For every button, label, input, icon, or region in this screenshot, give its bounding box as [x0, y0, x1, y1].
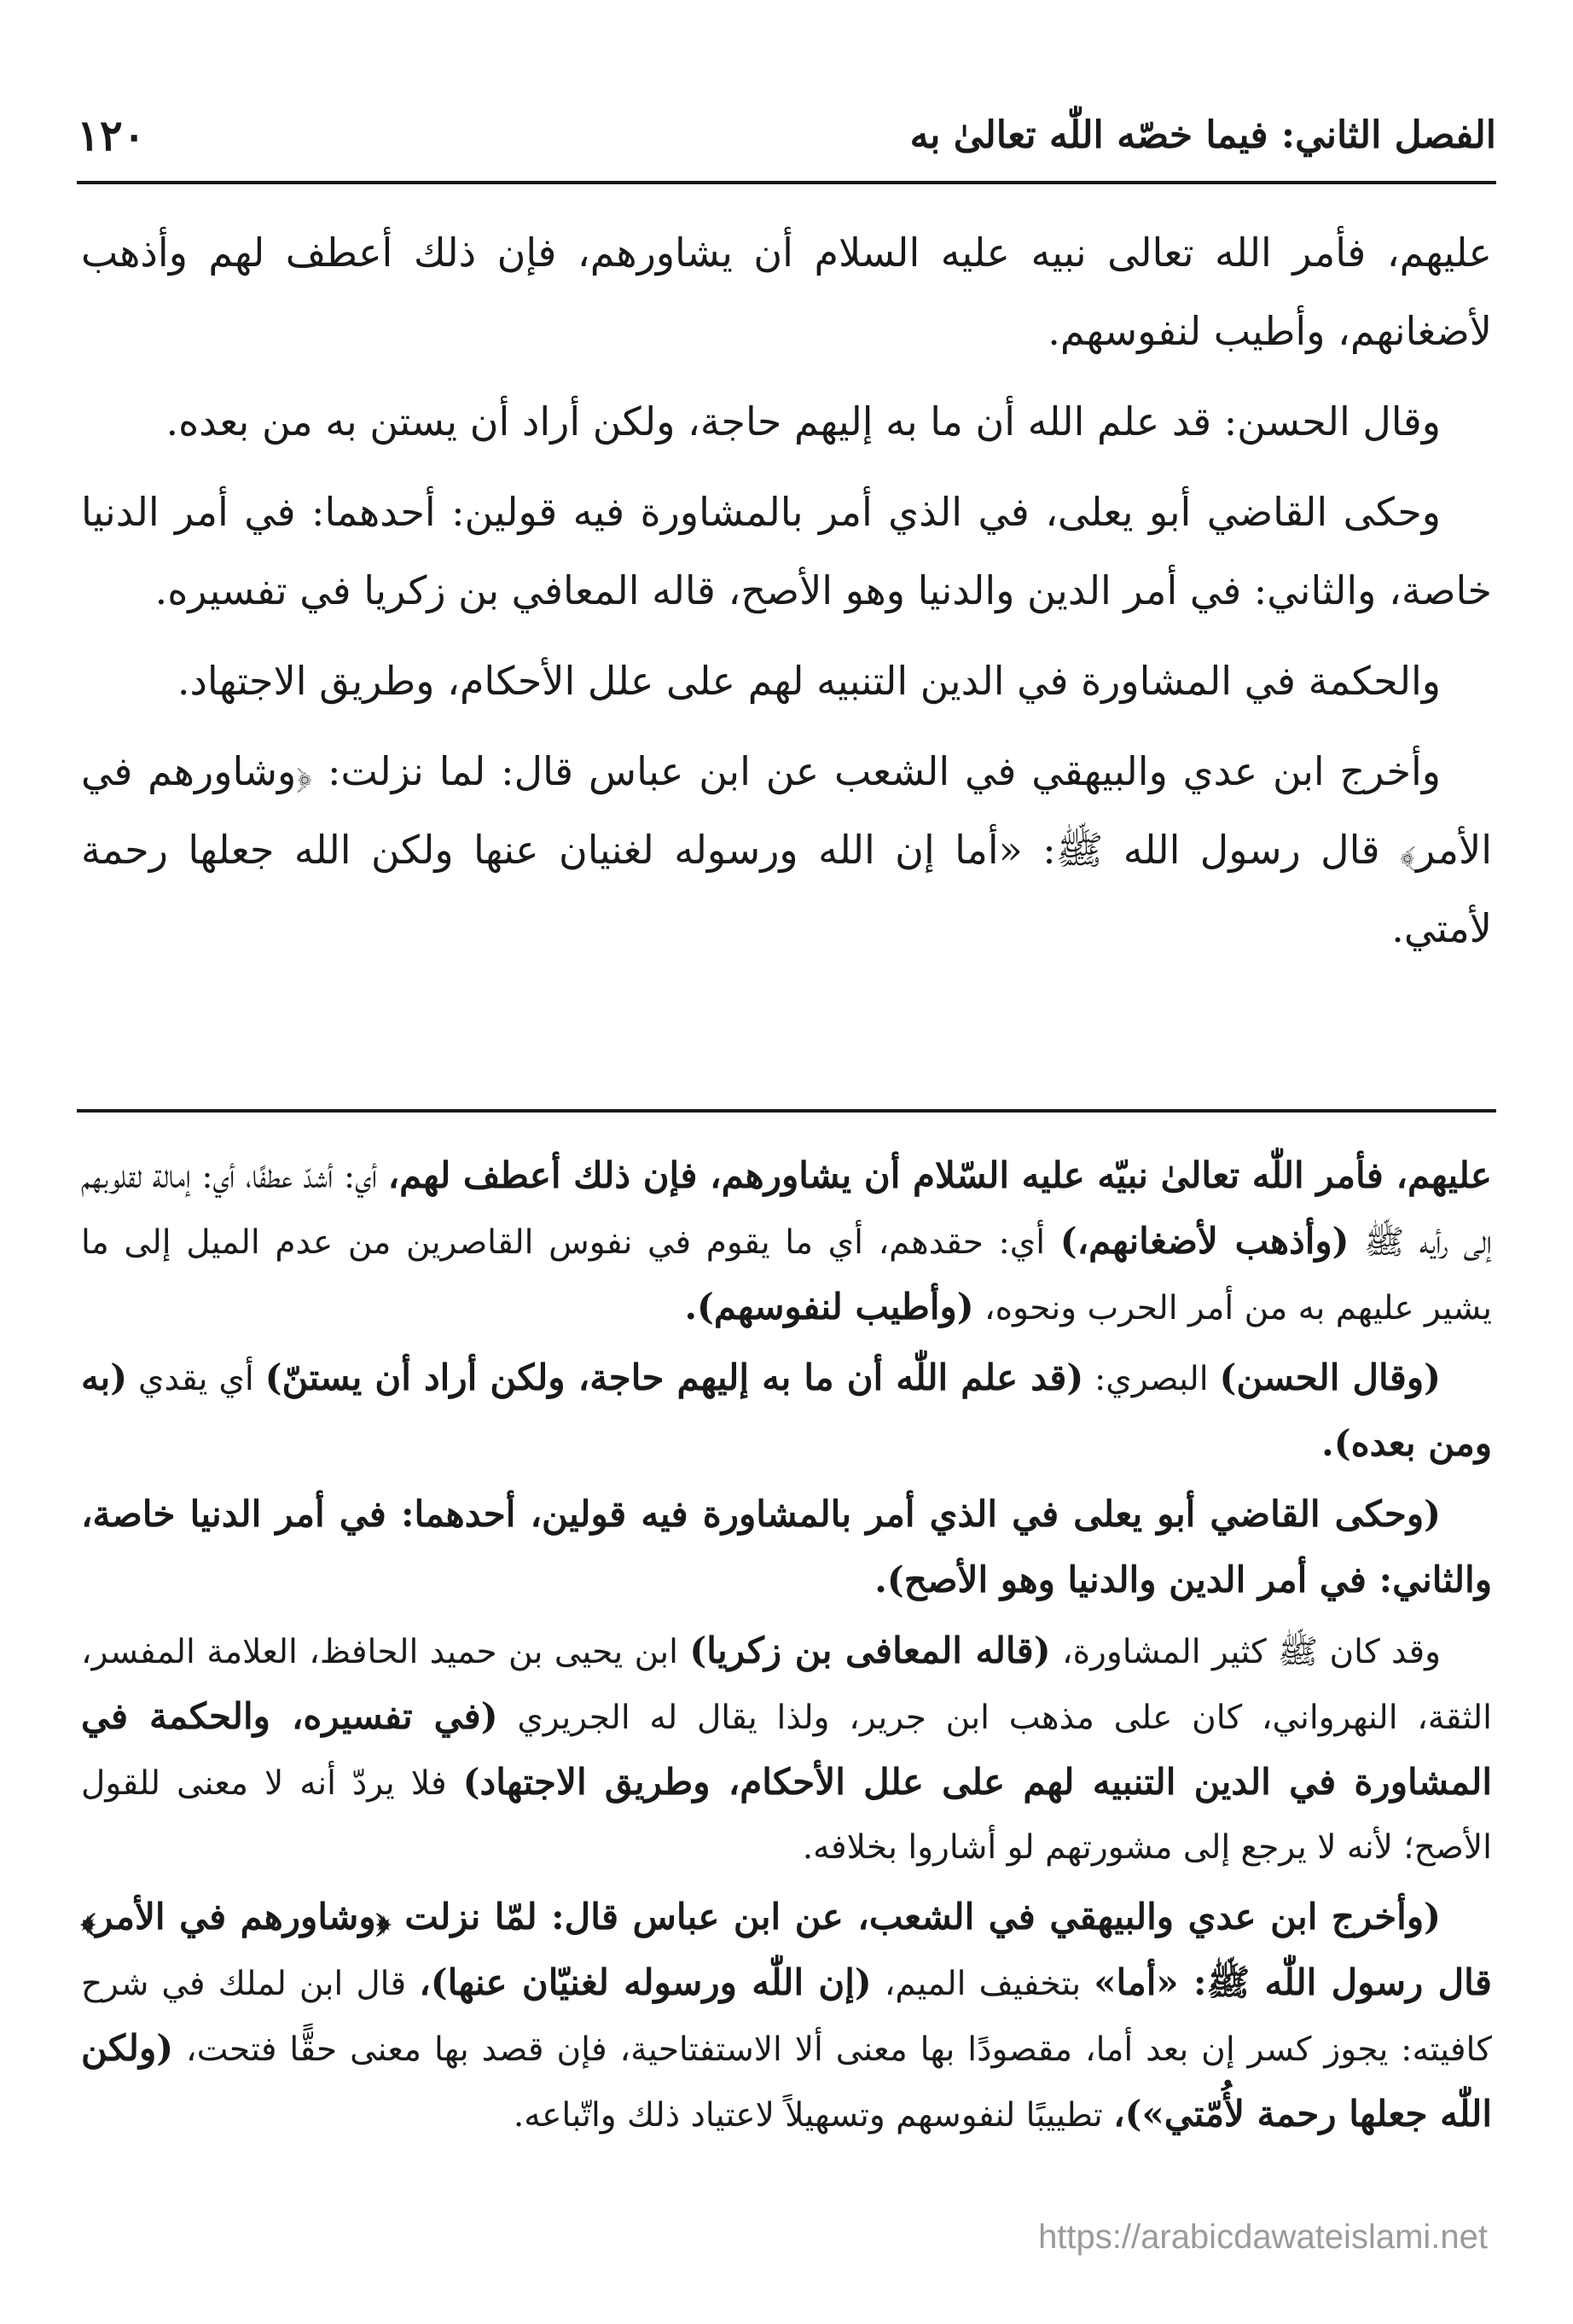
main-paragraph: وحكى القاضي أبو يعلى، في الذي أمر بالمشاورة فيه قولين: أحدهما: في أمر الدنيا خاصة، والثاني: في أمر الدين والدنيا وهو الأصح، قاله المعافي بن زكريا في تفسيره. — [81, 489, 1492, 613]
gloss-text: وقد كان ﷺ كثير المشاورة، — [1062, 1633, 1441, 1671]
header-rule — [77, 181, 1496, 184]
page-number: ١٢٠ — [77, 109, 146, 160]
commentary-paragraph — [81, 1885, 1492, 2147]
gloss-text: أي: أشدّ عطفًا، أي: إمالة لقلوبهم إلى رأيه ﷺ — [81, 1158, 1492, 1262]
quoted-text: (وأخرج ابن عدي والبيهقي في الشعب، عن ابن عباس قال: لمّا نزلت ﴿وشاورهم في الأمر﴾ قال رسول اللّٰه ﷺ: «أما» — [81, 1896, 1492, 2003]
quoted-text: عليهم، فأمر اللّٰه تعالىٰ نبيّه عليه السّلام أن يشاورهم، فإن ذلك أعطف لهم، — [387, 1154, 1492, 1196]
quoted-text: (قد علم اللّٰه أن ما به إليهم حاجة، ولكن أراد أن يستنّ) — [264, 1357, 1084, 1398]
quoted-text: (إن اللّٰه ورسوله لغنيّان عنها)، — [419, 1961, 872, 2003]
commentary-paragraph — [81, 1482, 1492, 1613]
commentary-paragraph — [81, 1143, 1492, 1340]
gloss-text: قال ابن لملك في شرح كافيته: يجوز كسر إن بعد أما، مقصودًا بها معنى ألا الاستفتاحية، فإن قصد بها معنى حقًّا فتحت، — [81, 1965, 1492, 2069]
quoted-text: (وقال الحسن) — [1219, 1357, 1441, 1398]
main-paragraph: عليهم، فأمر الله تعالى نبيه عليه السلام أن يشاورهم، فإن ذلك أعطف لهم وأذهب لأضغانهم، وأطيب لنفوسهم. — [81, 229, 1492, 354]
main-paragraph: وأخرج ابن عدي والبيهقي في الشعب عن ابن عباس قال: لما نزلت: ﴿وشاورهم في الأمر﴾ قال رسول الله ﷺ: «أما إن الله ورسوله لغنيان عنها ولكن الله جعلها رحمة لأمتي. — [81, 748, 1492, 951]
commentary-text — [81, 1143, 1492, 2153]
chapter-title: الفصل الثاني: فيما خصّه اللّٰه تعالىٰ به — [909, 113, 1496, 157]
quoted-text: (وحكى القاضي أبو يعلى في الذي أمر بالمشاورة فيه قولين، أحدهما: في أمر الدنيا خاصة، والثاني: في أمر الدين والدنيا وهو الأصح). — [81, 1493, 1492, 1601]
quoted-text: (به ومن بعده). — [81, 1357, 1492, 1464]
gloss-text: البصري: — [1094, 1360, 1209, 1398]
commentary-paragraph — [81, 1345, 1492, 1477]
gloss-text: أي يقدي — [137, 1360, 254, 1398]
gloss-text: أي: حقدهم، أي ما يقوم في نفوس القاصرين من عدم الميل إلى ما يشير عليهم به من أمر الحرب ونحوه، — [81, 1223, 1492, 1328]
running-header — [77, 101, 1496, 169]
commentary-separator — [77, 1109, 1496, 1113]
quoted-text: (وأذهب لأضغانهم،) — [1059, 1220, 1350, 1262]
watermark-url: https://arabicdawateislami.net — [1038, 2218, 1488, 2256]
quoted-text: (قاله المعافى بن زكريا) — [689, 1630, 1051, 1671]
quoted-text: (في تفسيره، والحكمة في المشاورة في الدين التنبيه لهم على علل الأحكام، وطريق الاجتهاد) — [81, 1695, 1492, 1803]
gloss-text: تطييبًا لنفوسهم وتسهيلاً لاعتياد ذلك واتّباعه. — [513, 2096, 1103, 2135]
main-paragraph: وقال الحسن: قد علم الله أن ما به إليهم حاجة، ولكن أراد أن يستن به من بعده. — [165, 398, 1441, 444]
gloss-text: بتخفيف الميم، — [884, 1965, 1082, 2003]
gloss-text: ابن يحيى بن حميد الحافظ، العلامة المفسر، الثقة، النهرواني، كان على مذهب ابن جرير، ولذا يقال له الجريري — [81, 1633, 1492, 1737]
commentary-paragraph — [81, 1618, 1492, 1880]
quoted-text: (وأطيب لنفوسهم). — [684, 1286, 974, 1328]
gloss-text: فلا يردّ أنه لا معنى للقول الأصح؛ لأنه لا يرجع إلى مشورتهم لو أشاروا بخلافه. — [81, 1764, 1492, 1867]
quoted-text: (ولكن اللّٰه جعلها رحمة لأُمّتي»)، — [81, 2027, 1492, 2135]
main-paragraph: والحكمة في المشاورة في الدين التنبيه لهم على علل الأحكام، وطريق الاجتهاد. — [177, 658, 1441, 704]
main-text — [81, 213, 1492, 979]
